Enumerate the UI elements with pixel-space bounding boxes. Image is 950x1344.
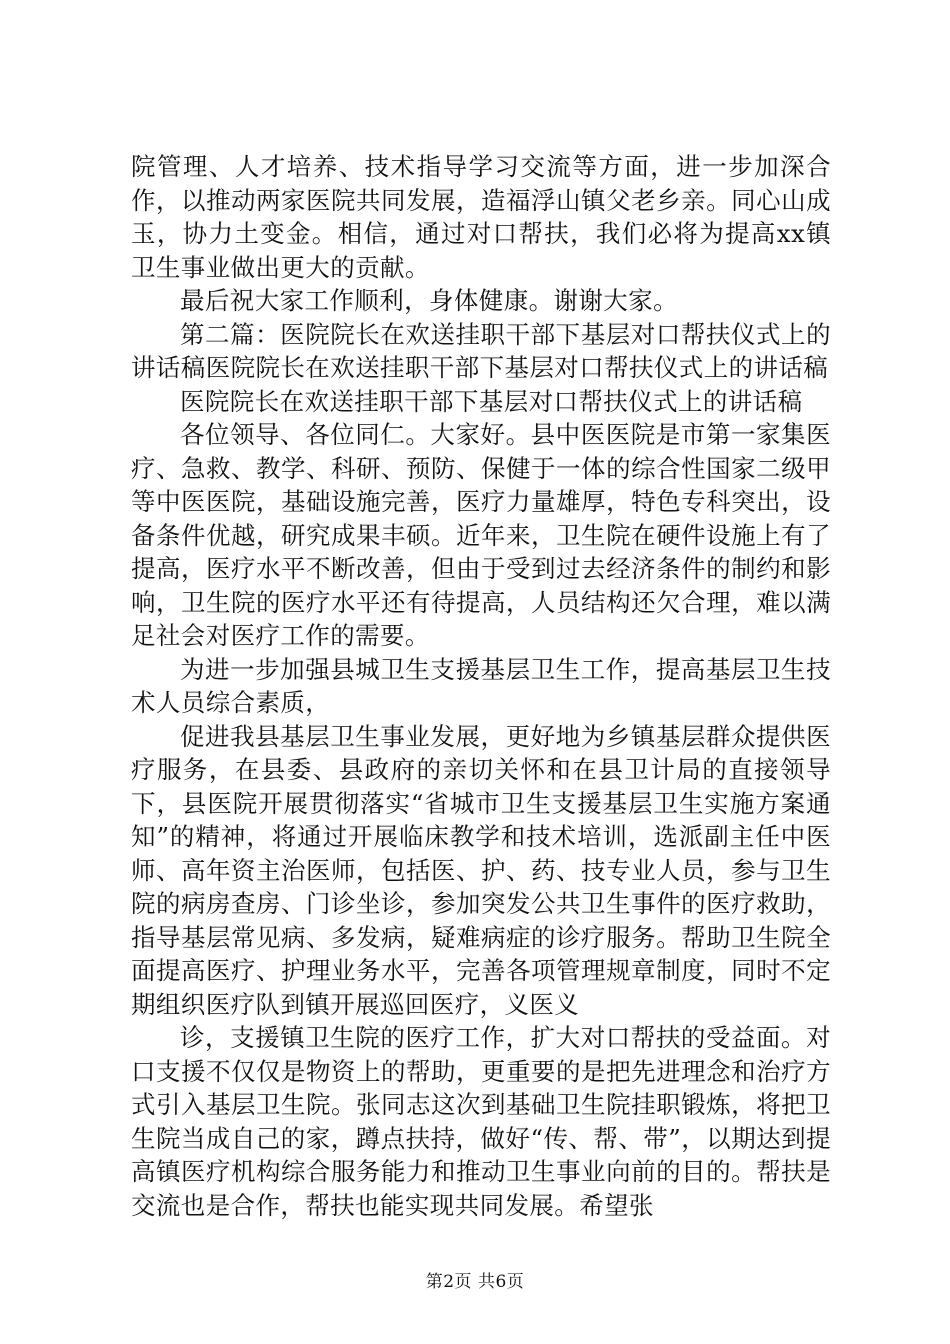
paragraph-6: 为进一步加强县城卫生支援基层卫生工作，提高基层卫生技术人员综合素质， [131, 654, 831, 717]
paragraph-7: 促进我县基层卫生事业发展，更好地为乡镇基层群众提供医疗服务，在县委、县政府的亲切关怀和在县卫计局的直接领导下，县医院开展贯彻落实“省城市卫生支援基层卫生实施方案通知”的精神，将通过开展临床教学和技术培训，选派副主任中医师、高年资主治医师，包括医、护、药、技专业人员，参与卫生院的病房查房、门诊坐诊，参加突发公共卫生事件的医疗救助，指导基层常见病、多发病，疑难病症的诊疗服务。帮助卫生院全面提高医疗、护理业务水平，完善各项管理规章制度，同时不定期组织医疗队到镇开展巡回医疗，义医义 [131, 721, 831, 1019]
paragraph-2: 最后祝大家工作顺利，身体健康。谢谢大家。 [180, 286, 678, 315]
document-body [131, 150, 831, 1222]
paragraph-8: 诊，支援镇卫生院的医疗工作，扩大对口帮扶的受益面。对口支援不仅仅是物资上的帮助，更重要的是把先进理念和治疗方式引入基层卫生院。张同志这次到基础卫生院挂职锻炼，将把卫生院当成自己的家，蹲点扶持，做好“传、帮、带”，以期达到提高镇医疗机构综合服务能力和推动卫生事业向前的目的。帮扶是交流也是合作，帮扶也能实现共同发展。希望张 [131, 1023, 831, 1220]
paragraph-4-speech-title: 医院院长在欢送挂职干部下基层对口帮扶仪式上的讲话稿 [180, 386, 803, 416]
page-number-footer: 第2页 共6页 [425, 1272, 525, 1292]
paragraph-1: 院管理、人才培养、技术指导学习交流等方面，进一步加深合作，以推动两家医院共同发展，造福浮山镇父老乡亲。同心山成玉，协力土变金。相信，通过对口帮扶，我们必将为提高xx镇卫生事业做出更大的贡献。 [131, 152, 831, 282]
paragraph-5: 各位领导、各位同仁。大家好。县中医医院是市第一家集医疗、急救、教学、科研、预防、保健于一体的综合性国家二级甲等中医医院，基础设施完善，医疗力量雄厚，特色专科突出，设备条件优越，研究成果丰硕。近年来，卫生院在硬件设施上有了提高，医疗水平不断改善，但由于受到过去经济条件的制约和影响，卫生院的医疗水平还有待提高，人员结构还欠合理，难以满足社会对医疗工作的需要。 [131, 420, 831, 650]
paragraph-3-section-title: 第二篇：医院院长在欢送挂职干部下基层对口帮扶仪式上的讲话稿医院院长在欢送挂职干部下基层对口帮扶仪式上的讲话稿 [131, 319, 831, 382]
